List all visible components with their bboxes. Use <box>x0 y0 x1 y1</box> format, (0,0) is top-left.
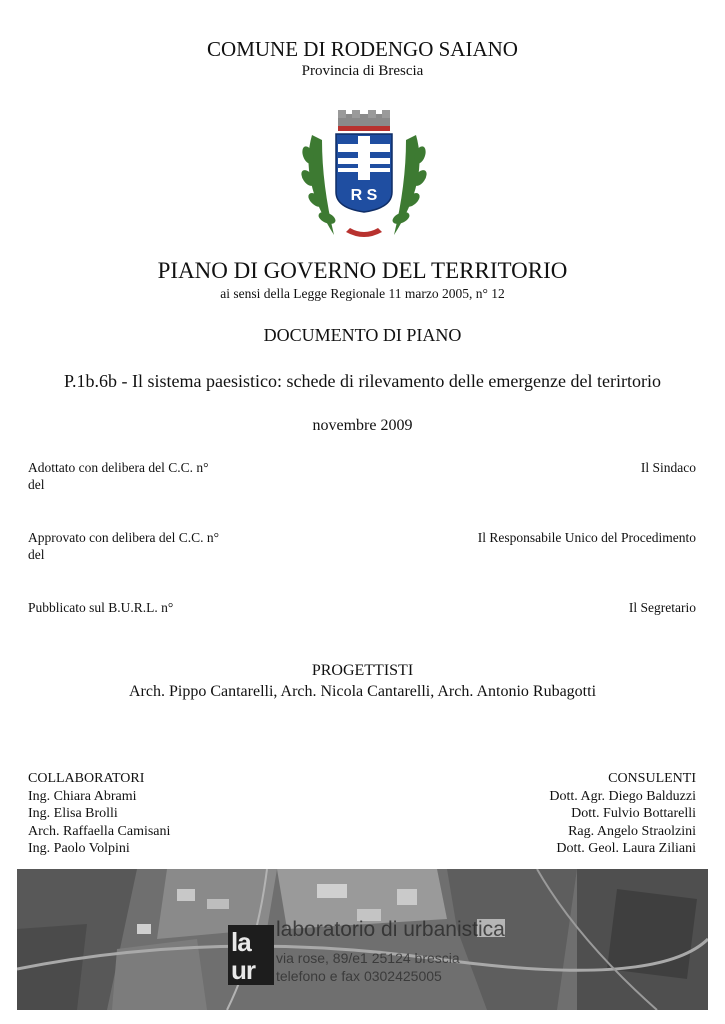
lab-address: via rose, 89/e1 25124 brescia <box>276 950 460 966</box>
consultants-block <box>549 770 696 858</box>
approval-date-label: del <box>28 547 45 562</box>
adoption-date-label: del <box>28 477 45 492</box>
laur-logo-icon <box>228 925 274 985</box>
consultant-item: Dott. Geol. Laura Ziliani <box>556 841 696 856</box>
province-subtitle: Provincia di Brescia <box>301 63 424 79</box>
municipality-title: COMUNE DI RODENGO SAIANO <box>207 37 518 61</box>
lab-name: laboratorio di urbanistica <box>276 918 505 941</box>
consultant-item: Rag. Angelo Straolzini <box>568 823 696 839</box>
designers-title: PROGETTISTI <box>311 662 414 679</box>
lab-contact <box>276 949 460 985</box>
crest-letters: R S <box>350 187 378 204</box>
law-reference: ai sensi della Legge Regionale 11 marzo 2005, n° 12 <box>220 286 505 301</box>
publication-label: Pubblicato sul B.U.R.L. n° <box>28 600 174 615</box>
approval-label: Approvato con delibera del C.C. n° <box>28 530 219 545</box>
collaborator-item: Arch. Raffaella Camisani <box>28 823 171 839</box>
collaborator-item: Ing. Elisa Brolli <box>28 806 118 821</box>
plan-title: PIANO DI GOVERNO DEL TERRITORIO <box>157 258 568 283</box>
logo-top-text: la <box>231 927 251 957</box>
mayor-label: Il Sindaco <box>640 460 696 475</box>
approval-block <box>28 529 219 563</box>
adoption-label: Adottato con delibera del C.C. n° <box>28 460 209 475</box>
collaborator-item: Ing. Paolo Volpini <box>28 841 130 856</box>
adoption-block <box>28 459 208 493</box>
consultant-item: Dott. Fulvio Bottarelli <box>571 806 696 821</box>
consultants-title: CONSULENTI <box>608 771 696 786</box>
municipal-crest-icon <box>294 100 434 245</box>
logo-bottom-text: ur <box>231 955 255 985</box>
lab-phone: telefono e fax 0302425005 <box>276 968 442 984</box>
consultant-item: Dott. Agr. Diego Balduzzi <box>549 788 696 804</box>
collaborators-title: COLLABORATORI <box>28 771 145 786</box>
collaborator-item: Ing. Chiara Abrami <box>28 788 137 804</box>
procedure-manager-label: Il Responsabile Unico del Procedimento <box>477 530 696 545</box>
designers-names: Arch. Pippo Cantarelli, Arch. Nicola Cantarelli, Arch. Antonio Rubagotti <box>128 683 597 700</box>
document-date: novembre 2009 <box>312 417 413 434</box>
document-subject: P.1b.6b - Il sistema paesistico: schede di rilevamento delle emergenze del terirtorio <box>64 371 661 391</box>
document-type: DOCUMENTO DI PIANO <box>263 325 462 345</box>
secretary-label: Il Segretario <box>628 600 696 615</box>
collaborators-block <box>28 770 170 858</box>
